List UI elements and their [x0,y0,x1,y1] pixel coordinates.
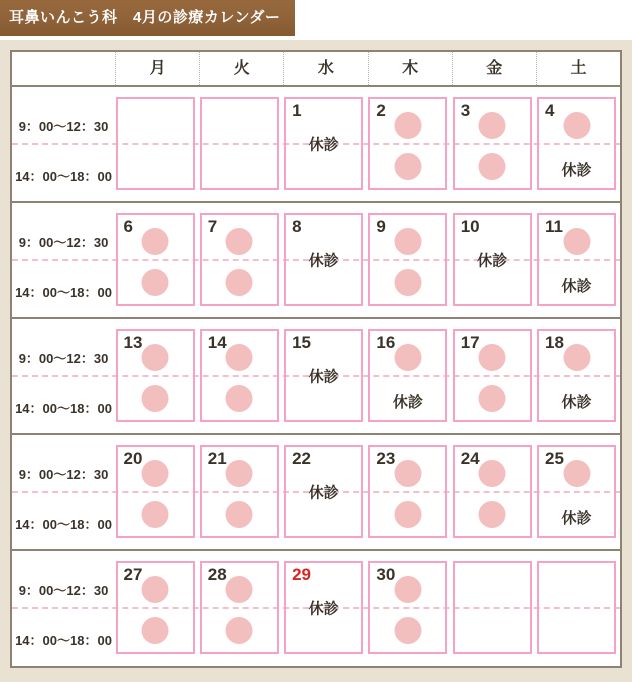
open-circle-afternoon [479,153,506,180]
date-number: 24 [460,449,480,468]
open-circle-morning [479,460,506,487]
open-circle-afternoon [142,617,169,644]
time-label-afternoon: 14：00～18：00 [15,401,112,416]
calendar-weeks [12,87,620,666]
day-cell-1 [284,97,363,190]
week-row-2 [12,203,620,319]
date-number: 9 [376,217,386,236]
open-circle-morning [394,344,421,371]
time-label-afternoon: 14：00～18：00 [15,633,112,648]
day-header-saturday: 土 [536,52,620,85]
date-number: 30 [376,565,396,584]
day-cell-15 [284,329,363,422]
open-circle-morning [226,460,253,487]
closed-label-all-day: 休診 [308,252,339,269]
open-circle-morning [394,112,421,139]
date-number: 8 [292,217,302,236]
date-number: 27 [123,565,143,584]
open-circle-morning [563,112,590,139]
closed-label-afternoon: 休診 [561,510,592,527]
open-circle-afternoon [142,269,169,296]
open-circle-morning [394,576,421,603]
day-cell-6 [116,213,195,306]
date-number: 25 [545,449,564,468]
day-cell-29 [284,561,363,654]
date-number: 4 [545,101,555,120]
date-number: 16 [376,333,396,352]
day-cell-25 [537,445,616,538]
date-number: 17 [460,333,480,352]
day-cell-17 [453,329,532,422]
date-number: 14 [207,333,227,352]
date-number: 18 [545,333,564,352]
day-header-wednesday: 水 [283,52,367,85]
date-number: 28 [207,565,227,584]
open-circle-morning [394,228,421,255]
empty-day-cell [453,561,532,654]
closed-label-afternoon: 休診 [561,162,592,179]
time-column-spacer [12,52,115,85]
time-label-morning: 9：00～12：30 [18,351,109,366]
open-circle-morning [226,228,253,255]
empty-day-cell [116,97,195,190]
open-circle-afternoon [394,153,421,180]
closed-label-all-day: 休診 [308,484,339,501]
date-number: 1 [292,101,302,120]
open-circle-afternoon [226,617,253,644]
date-number: 20 [123,449,143,468]
day-cell-21 [200,445,279,538]
open-circle-afternoon [226,269,253,296]
day-cell-28 [200,561,279,654]
closed-label-afternoon: 休診 [561,278,592,295]
day-cell-30 [368,561,447,654]
open-circle-morning [394,460,421,487]
date-number: 10 [460,217,480,236]
calendar [10,50,622,668]
time-label-afternoon: 14：00～18：00 [15,285,112,300]
empty-day-cell [200,97,279,190]
date-number: 3 [460,101,471,120]
week-row-4 [12,435,620,551]
calendar-header-row [12,52,620,87]
open-circle-morning [142,344,169,371]
empty-day-cell [537,561,616,654]
date-number: 22 [292,449,312,468]
open-circle-morning [142,228,169,255]
open-circle-afternoon [226,385,253,412]
date-number: 13 [123,333,143,352]
date-number: 15 [292,333,312,352]
time-label-afternoon: 14：00～18：00 [15,517,112,532]
day-header-friday: 金 [452,52,536,85]
day-header-monday: 月 [115,52,199,85]
closed-label-afternoon: 休診 [392,394,423,411]
page-title: 耳鼻いんこう科 4月の診療カレンダー [9,9,281,26]
day-cell-20 [116,445,195,538]
open-circle-morning [226,344,253,371]
day-cell-16 [368,329,447,422]
day-cell-23 [368,445,447,538]
day-cell-27 [116,561,195,654]
open-circle-morning [563,228,590,255]
day-header-tuesday: 火 [199,52,283,85]
time-label-morning: 9：00～12：30 [18,235,109,250]
time-label-morning: 9：00～12：30 [18,467,109,482]
day-cell-3 [453,97,532,190]
open-circle-morning [479,344,506,371]
day-cell-2 [368,97,447,190]
day-cell-13 [116,329,195,422]
day-cell-10 [453,213,532,306]
open-circle-afternoon [479,501,506,528]
open-circle-afternoon [226,501,253,528]
open-circle-afternoon [394,269,421,296]
day-cell-9 [368,213,447,306]
week-row-5 [12,551,620,666]
open-circle-afternoon [479,385,506,412]
time-label-afternoon: 14：00～18：00 [15,169,112,184]
open-circle-afternoon [142,501,169,528]
open-circle-morning [563,460,590,487]
open-circle-morning [479,112,506,139]
day-cell-8 [284,213,363,306]
date-number: 21 [207,449,227,468]
closed-label-all-day: 休診 [308,136,339,153]
open-circle-afternoon [394,617,421,644]
closed-label-all-day: 休診 [308,600,339,617]
date-number: 7 [207,217,218,236]
closed-label-all-day: 休診 [308,368,339,385]
open-circle-morning [226,576,253,603]
week-row-1 [12,87,620,203]
day-cell-7 [200,213,279,306]
day-cell-14 [200,329,279,422]
closed-label-all-day: 休診 [477,252,508,269]
open-circle-afternoon [394,501,421,528]
time-label-morning: 9：00～12：30 [18,119,109,134]
date-number: 11 [545,217,563,236]
open-circle-morning [142,576,169,603]
week-row-3 [12,319,620,435]
open-circle-morning [142,460,169,487]
day-cell-22 [284,445,363,538]
date-number: 6 [123,217,133,236]
day-cell-4 [537,97,616,190]
date-number: 2 [376,101,386,120]
day-cell-24 [453,445,532,538]
open-circle-afternoon [142,385,169,412]
page-title-bar [0,0,295,36]
day-cell-11 [537,213,616,306]
date-number: 23 [376,449,396,468]
date-number: 29 [292,565,312,584]
day-cell-18 [537,329,616,422]
closed-label-afternoon: 休診 [561,394,592,411]
time-label-morning: 9：00～12：30 [18,583,109,598]
open-circle-morning [563,344,590,371]
day-header-thursday: 木 [368,52,452,85]
